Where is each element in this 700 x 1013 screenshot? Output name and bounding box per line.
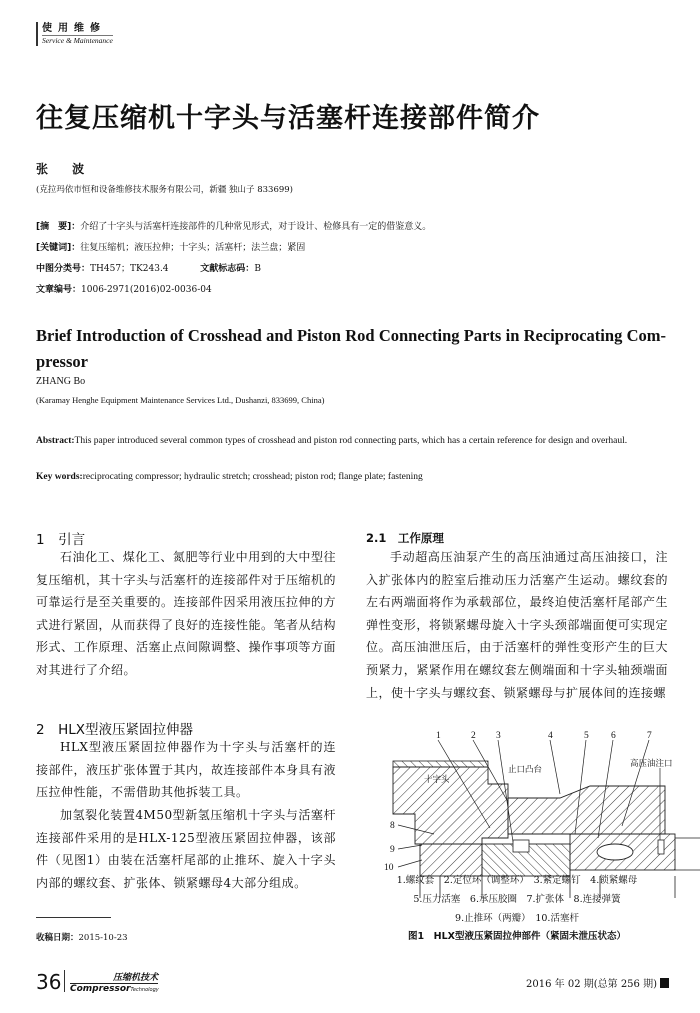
figure-legend-3: 9.止推环（两瓣） 10.活塞杆 bbox=[455, 913, 579, 924]
callout-6: 6 bbox=[611, 731, 616, 741]
author: 张 波 bbox=[36, 162, 95, 176]
square-marker-icon bbox=[660, 978, 669, 988]
section-1-paragraph: 石油化工、煤化工、氮肥等行业中用到的大中型往复压缩机，其十字头与活塞杆的连接部件对于压缩机的可靠运行是至关重要的。连接部件因采用液压拉伸的方式进行紧固，从而获得了良好的连接性能。笔者从结构形式、工作原理、活塞止点间隙调整、操作事项等方面对其进行了介绍。 bbox=[36, 550, 337, 677]
section-tag bbox=[36, 22, 113, 46]
affiliation: (克拉玛依市恒和设备维修技术服务有限公司，新疆 独山子 833699) bbox=[36, 185, 293, 195]
callout-3: 3 bbox=[496, 731, 501, 741]
journal-name-en-sub: Technology bbox=[130, 987, 159, 993]
section-tag-en: Service & Maintenance bbox=[42, 36, 113, 45]
english-abstract-text: This paper introduced several common types of crosshead and piston rod connecting parts, which has a certain reference for design and overhaul. bbox=[74, 436, 628, 446]
received-date-value: 2015-10-23 bbox=[78, 933, 128, 943]
english-author: ZHANG Bo bbox=[36, 376, 86, 387]
keywords-text: 往复压缩机；液压拉伸；十字头；活塞杆；法兰盘；紧固 bbox=[80, 243, 306, 253]
page-number: 36 bbox=[36, 970, 62, 994]
lock-nut-part bbox=[508, 786, 665, 834]
callout-1: 1 bbox=[436, 731, 441, 741]
section-2-1-paragraph: 手动超高压油泵产生的高压油通过高压油接口，注入扩张体内的腔室后推动压力活塞产生运动。螺纹套的左右两端面将作为承载部位，最终迫使活塞杆尾部产生弹性变形，将锁紧螺母旋入十字头颈部端面便可实现定位。高压油泄压后，由于活塞杆的弹性变形产生的巨大预紧力，紧紧作用在螺纹套左侧端面和十字头轴颈端面上，使十字头与螺纹套、锁紧螺母与扩展体间的连接螺 bbox=[366, 550, 668, 700]
journal-name-en bbox=[70, 984, 159, 994]
abstract-text: 介绍了十字头与活塞杆连接部件的几种常见形式，对于设计、检修具有一定的借鉴意义。 bbox=[80, 222, 432, 232]
article-number-value: 1006-2971(2016)02-0036-04 bbox=[81, 285, 212, 295]
section-tag-cn: 使用维修 bbox=[42, 23, 106, 34]
classification-label: 中图分类号： bbox=[36, 264, 91, 274]
callout-10: 10 bbox=[384, 863, 394, 873]
article-number-label: 文章编号： bbox=[36, 285, 82, 295]
journal-name-en-main: Compressor bbox=[70, 984, 131, 994]
journal-name-cn: 压缩机技术 bbox=[70, 970, 158, 984]
issue-info bbox=[526, 975, 669, 990]
section-2-1-heading: 2.1 工作原理 bbox=[366, 531, 444, 545]
expander-part bbox=[570, 834, 675, 870]
section-2-paragraph-1: HLX型液压紧固拉伸器作为十字头与活塞杆的连接部件，液压扩张体置于其内，故连接部件本身具有液压拉伸性能，不需借助其他拆装工具。 bbox=[36, 740, 337, 800]
classification-value: TH457；TK243.4 bbox=[90, 264, 169, 274]
section-1-heading: 1 引言 bbox=[36, 532, 86, 548]
callout-4: 4 bbox=[548, 731, 553, 741]
english-abstract-label: Abstract: bbox=[36, 436, 75, 446]
footnote-rule bbox=[36, 917, 111, 918]
keywords-cn bbox=[36, 240, 305, 253]
received-date-label: 收稿日期： bbox=[36, 933, 79, 943]
figure-title: 图1 HLX型液压紧固拉伸部件（紧固未泄压状态） bbox=[408, 931, 626, 942]
callout-7: 7 bbox=[647, 731, 652, 741]
callout-5: 5 bbox=[584, 731, 589, 741]
label-crosshead: 十字头 bbox=[424, 774, 450, 784]
keywords-label: [关键词]： bbox=[36, 243, 81, 253]
label-spigot: 止口凸台 bbox=[508, 764, 543, 774]
callout-2: 2 bbox=[471, 731, 476, 741]
figure-1-diagram bbox=[360, 728, 700, 873]
callout-8: 8 bbox=[390, 821, 395, 831]
received-date bbox=[36, 931, 128, 943]
english-keywords bbox=[36, 472, 423, 482]
section-2-heading: 2 HLX型液压紧固拉伸器 bbox=[36, 722, 194, 738]
callout-9: 9 bbox=[390, 845, 395, 855]
figure-legend-2: 5.压力活塞 6.承压胶圈 7.扩张体 8.连接弹簧 bbox=[413, 894, 621, 905]
abstract-label: [摘 要]： bbox=[36, 222, 81, 232]
english-keywords-label: Key words: bbox=[36, 472, 83, 482]
doc-code-value: B bbox=[254, 264, 261, 274]
figure-legend-1: 1.螺纹套 2.定位环（调整环） 3.紧定螺钉 4.锁紧螺母 bbox=[396, 875, 638, 886]
classification bbox=[36, 261, 261, 274]
abstract-cn bbox=[36, 219, 431, 232]
doc-code-label: 文献标志码： bbox=[200, 264, 255, 274]
crosshead-part bbox=[393, 761, 508, 844]
issue-text: 2016 年 02 期(总第 256 期) bbox=[526, 979, 657, 990]
english-keywords-text: reciprocating compressor; hydraulic stretch; crosshead; piston rod; flange plate; fastening bbox=[82, 472, 423, 482]
journal-logo bbox=[70, 970, 159, 994]
article-title: 往复压缩机十字头与活塞杆连接部件简介 bbox=[36, 103, 540, 134]
label-oil-port: 高压油注口 bbox=[630, 758, 673, 768]
footer-separator bbox=[64, 970, 65, 992]
english-abstract bbox=[36, 431, 666, 451]
english-title: Brief Introduction of Crosshead and Piston Rod Connecting Parts in Reciprocating Com-pressor bbox=[36, 326, 666, 371]
english-affiliation: (Karamay Henghe Equipment Maintenance Services Ltd., Dushanzi, 833699, China) bbox=[36, 395, 325, 405]
section-2-paragraph-2: 加氢裂化装置4M50型新氢压缩机十字头与活塞杆连接部件采用的是HLX-125型液压紧固拉伸器，该部件（见图1）由装在活塞杆尾部的止推环、旋入十字头内部的螺纹套、扩张体、锁紧螺母4大部分组成。 bbox=[36, 808, 336, 890]
article-number bbox=[36, 282, 212, 295]
